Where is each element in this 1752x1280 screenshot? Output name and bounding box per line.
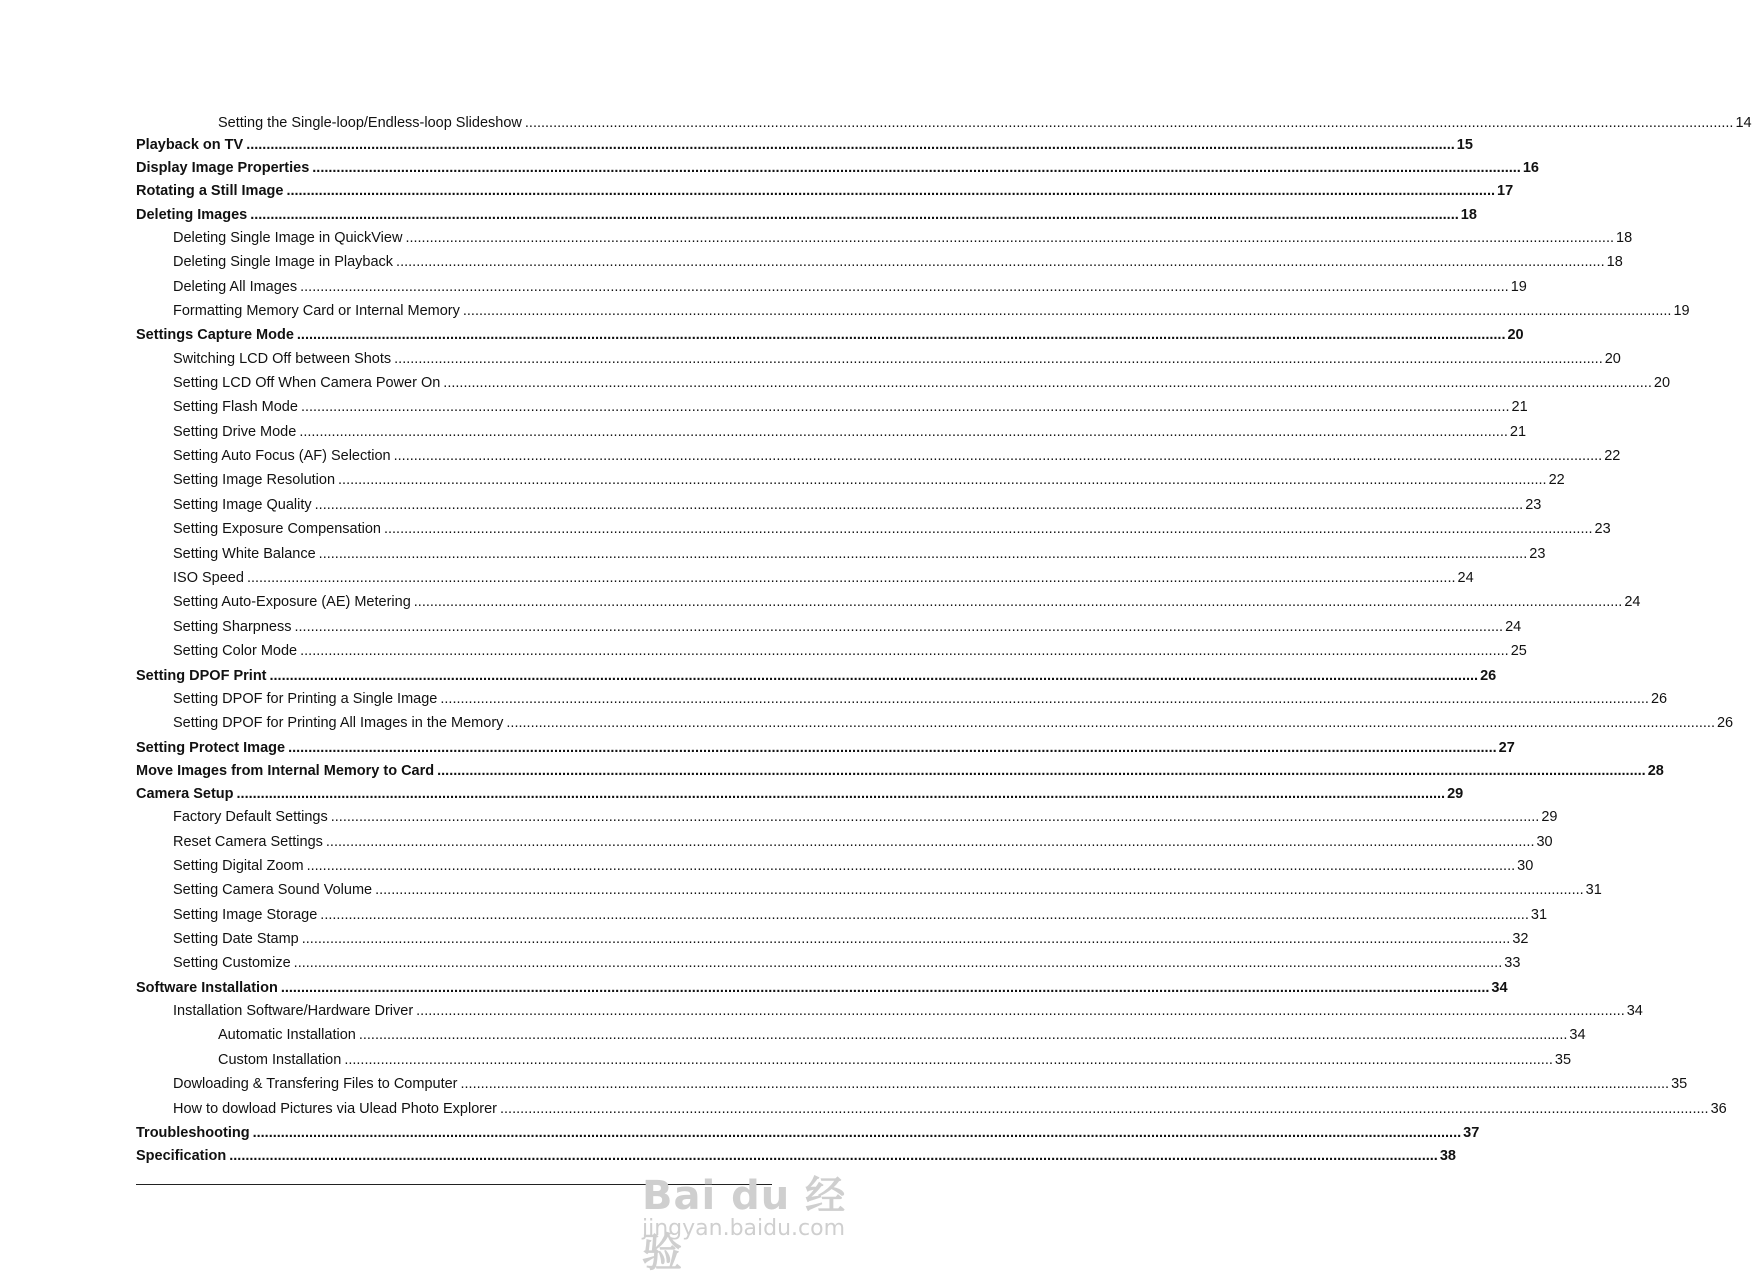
toc-entry-page-number: 36 — [1710, 1100, 1727, 1117]
dot-leader: ............................................................................................................................................................................................................................................................................................................ — [236, 785, 1446, 802]
toc-entry-page-number: 38 — [1439, 1148, 1456, 1165]
toc-entry[interactable] — [136, 738, 1515, 761]
dot-leader: ............................................................................................................................................................................................................................................................................................................ — [500, 1100, 1709, 1117]
toc-entry[interactable] — [136, 929, 1529, 953]
toc-entry[interactable] — [136, 641, 1527, 665]
dot-leader: ............................................................................................................................................................................................................................................................................................................ — [300, 643, 1509, 660]
toc-entry-page-number: 22 — [1604, 448, 1621, 465]
toc-entry[interactable] — [136, 1025, 1586, 1049]
toc-entry[interactable] — [136, 856, 1534, 880]
toc-entry-page-number: 37 — [1463, 1124, 1480, 1141]
toc-entry-title: Setting Digital Zoom — [173, 857, 304, 874]
toc-entry[interactable] — [136, 666, 1497, 689]
dot-leader: ............................................................................................................................................................................................................................................................................................................ — [246, 137, 1455, 153]
toc-entry-title: Setting Image Quality — [173, 496, 312, 513]
dot-leader: ............................................................................................................................................................................................................................................................................................................ — [416, 1003, 1625, 1020]
toc-entry-page-number: 32 — [1512, 931, 1529, 948]
dot-leader: ............................................................................................................................................................................................................................................................................................................ — [296, 327, 1506, 344]
dot-leader: ............................................................................................................................................................................................................................................................................................................ — [318, 545, 1528, 562]
toc-entry-title: Software Installation — [136, 979, 278, 996]
toc-entry[interactable] — [136, 689, 1668, 713]
watermark-url: jingyan.baidu.com — [642, 1216, 846, 1241]
toc-entry-page-number: 35 — [1554, 1051, 1572, 1068]
toc-entry[interactable] — [136, 446, 1621, 470]
toc-entry-page-number: 23 — [1525, 496, 1542, 513]
toc-entry-title: Display Image Properties — [136, 160, 310, 177]
toc-entry[interactable] — [136, 880, 1602, 904]
dot-leader: ............................................................................................................................................................................................................................................................................................................ — [437, 762, 1646, 779]
toc-entry[interactable] — [136, 568, 1474, 592]
toc-entry-page-number: 26 — [1480, 667, 1497, 684]
dot-leader: ............................................................................................................................................................................................................................................................................................................ — [396, 254, 1605, 271]
toc-entry[interactable] — [136, 158, 1539, 181]
dot-leader: ............................................................................................................................................................................................................................................................................................................ — [269, 667, 1479, 684]
toc-entry-title: Setting Image Resolution — [173, 472, 336, 489]
toc-entry-title: Installation Software/Hardware Driver — [173, 1003, 414, 1020]
dot-leader: ............................................................................................................................................................................................................................................................................................................ — [460, 1076, 1670, 1093]
toc-entry-title: Setting the Single-loop/Endless-loop Slideshow — [218, 115, 522, 131]
dot-leader: ............................................................................................................................................................................................................................................................................................................ — [394, 350, 1603, 367]
toc-entry[interactable] — [136, 495, 1542, 519]
dot-leader: ............................................................................................................................................................................................................................................................................................................ — [246, 570, 1456, 587]
dot-leader: ............................................................................................................................................................................................................................................................................................................ — [314, 496, 1524, 513]
toc-entry[interactable] — [136, 953, 1521, 977]
toc-entry[interactable] — [136, 807, 1558, 831]
dot-leader: ............................................................................................................................................................................................................................................................................................................ — [443, 374, 1652, 391]
toc-entry[interactable] — [136, 544, 1546, 568]
dot-leader: ............................................................................................................................................................................................................................................................................................................ — [413, 594, 1623, 611]
toc-entry-page-number: 20 — [1604, 350, 1621, 367]
toc-entry-title: Deleting Single Image in Playback — [173, 254, 394, 271]
dot-leader: ............................................................................................................................................................................................................................................................................................................ — [325, 833, 1535, 850]
toc-entry[interactable] — [136, 1050, 1572, 1074]
toc-entry-title: Setting Camera Sound Volume — [173, 882, 373, 899]
toc-entry-title: Setting Drive Mode — [173, 423, 297, 440]
dot-leader: ............................................................................................................................................................................................................................................................................................................ — [358, 1027, 1568, 1044]
toc-entry-title: ISO Speed — [173, 570, 244, 587]
toc-entry-title: Playback on TV — [136, 137, 244, 153]
toc-entry-title: Setting Auto-Exposure (AE) Metering — [173, 594, 411, 611]
toc-entry-page-number: 26 — [1716, 715, 1734, 732]
toc-entry-title: Specification — [136, 1148, 227, 1165]
dot-leader: ............................................................................................................................................................................................................................................................................................................ — [252, 1124, 1462, 1141]
toc-entry-title: Setting DPOF for Printing All Images in the Memory — [173, 715, 504, 732]
toc-entry-page-number: 29 — [1447, 785, 1464, 802]
toc-entry-page-number: 26 — [1650, 690, 1668, 707]
dot-leader: ............................................................................................................................................................................................................................................................................................................ — [229, 1148, 1438, 1165]
toc-entry[interactable] — [136, 617, 1522, 641]
toc-entry-title: Rotating a Still Image — [136, 183, 284, 200]
toc-entry-title: Setting Date Stamp — [173, 931, 299, 948]
dot-leader: ............................................................................................................................................................................................................................................................................................................ — [294, 618, 1504, 635]
toc-entry-page-number: 30 — [1517, 857, 1534, 874]
toc-entry-page-number: 21 — [1509, 423, 1527, 440]
toc-entry[interactable] — [136, 181, 1514, 204]
toc-entry[interactable] — [136, 1001, 1643, 1025]
toc-entry-page-number: 16 — [1522, 160, 1539, 177]
toc-entry[interactable] — [136, 713, 1734, 737]
toc-entry-page-number: 23 — [1594, 521, 1611, 538]
dot-leader: ............................................................................................................................................................................................................................................................................................................ — [393, 448, 1603, 465]
dot-leader: ............................................................................................................................................................................................................................................................................................................ — [300, 278, 1509, 295]
toc-entry-page-number: 31 — [1530, 906, 1548, 923]
dot-leader: ............................................................................................................................................................................................................................................................................................................ — [280, 979, 1490, 996]
toc-entry-page-number: 22 — [1548, 472, 1565, 489]
toc-entry-page-number: 33 — [1504, 955, 1521, 972]
toc-entry[interactable] — [136, 277, 1527, 301]
toc-entry-title: Setting White Balance — [173, 545, 316, 562]
toc-entry-page-number: 34 — [1569, 1027, 1586, 1044]
toc-entry[interactable] — [136, 761, 1664, 784]
toc-entry[interactable] — [136, 301, 1690, 325]
toc-entry-title: Switching LCD Off between Shots — [173, 350, 392, 367]
toc-entry-page-number: 21 — [1511, 399, 1528, 416]
toc-entry-title: Setting LCD Off When Camera Power On — [173, 374, 441, 391]
toc-entry-page-number: 23 — [1529, 545, 1546, 562]
toc-entry-title: Formatting Memory Card or Internal Memory — [173, 302, 460, 319]
toc-entry-title: Setting Image Storage — [173, 906, 318, 923]
toc-entry-page-number: 18 — [1606, 254, 1623, 271]
toc-entry-title: Troubleshooting — [136, 1124, 250, 1141]
toc-entry[interactable] — [136, 784, 1464, 807]
toc-entry-page-number: 24 — [1457, 570, 1474, 587]
toc-entry-page-number: 14 — [1735, 115, 1752, 131]
toc-entry[interactable] — [136, 832, 1553, 856]
toc-entry[interactable] — [136, 519, 1611, 543]
toc-entry-title: Deleting Images — [136, 206, 248, 223]
toc-entry-page-number: 18 — [1460, 206, 1477, 223]
toc-entry-page-number: 31 — [1585, 882, 1602, 899]
toc-entry[interactable] — [136, 135, 1473, 158]
dot-leader: ............................................................................................................................................................................................................................................................................................................ — [320, 906, 1529, 923]
dot-leader: ............................................................................................................................................................................................................................................................................................................ — [330, 809, 1540, 826]
toc-entry-page-number: 24 — [1505, 618, 1522, 635]
dot-leader: ............................................................................................................................................................................................................................................................................................................ — [286, 183, 1496, 200]
toc-entry[interactable] — [136, 978, 1508, 1001]
toc-entry[interactable] — [136, 325, 1524, 348]
toc-entry-title: Setting Exposure Compensation — [173, 521, 381, 538]
table-of-contents — [136, 113, 1752, 1169]
dot-leader: ............................................................................................................................................................................................................................................................................................................ — [293, 955, 1503, 972]
dot-leader: ............................................................................................................................................................................................................................................................................................................ — [300, 399, 1510, 416]
toc-entry[interactable] — [136, 592, 1641, 616]
toc-entry[interactable] — [136, 373, 1671, 397]
dot-leader: ............................................................................................................................................................................................................................................................................................................ — [462, 302, 1672, 319]
toc-entry-title: Custom Installation — [218, 1051, 342, 1068]
toc-entry-page-number: 29 — [1541, 809, 1558, 826]
toc-entry[interactable] — [136, 349, 1621, 373]
toc-entry-page-number: 34 — [1491, 979, 1508, 996]
toc-entry-title: Setting Color Mode — [173, 643, 298, 660]
dot-leader: ............................................................................................................................................................................................................................................................................................................ — [440, 690, 1649, 707]
dot-leader: ............................................................................................................................................................................................................................................................................................................ — [383, 521, 1593, 538]
dot-leader: ............................................................................................................................................................................................................................................................................................................ — [375, 882, 1584, 899]
toc-entry-title: Dowloading & Transfering Files to Computer — [173, 1076, 458, 1093]
toc-entry[interactable] — [136, 905, 1548, 929]
toc-entry-page-number: 35 — [1671, 1076, 1688, 1093]
toc-entry-page-number: 15 — [1456, 137, 1473, 153]
toc-entry-page-number: 34 — [1626, 1003, 1643, 1020]
dot-leader: ............................................................................................................................................................................................................................................................................................................ — [344, 1051, 1553, 1068]
dot-leader: ............................................................................................................................................................................................................................................................................................................ — [301, 931, 1511, 948]
toc-entry[interactable] — [136, 470, 1565, 494]
dot-leader: ............................................................................................................................................................................................................................................................................................................ — [506, 715, 1715, 732]
toc-entry-page-number: 25 — [1510, 643, 1527, 660]
toc-entry-title: Setting Customize — [173, 955, 291, 972]
toc-entry-title: Setting Sharpness — [173, 618, 292, 635]
toc-entry-page-number: 18 — [1616, 229, 1633, 246]
toc-entry[interactable] — [136, 113, 1752, 135]
toc-entry-page-number: 19 — [1510, 278, 1527, 295]
toc-entry-title: Deleting Single Image in QuickView — [173, 229, 403, 246]
toc-entry-page-number: 27 — [1498, 739, 1515, 756]
toc-entry-title: Setting Flash Mode — [173, 399, 298, 416]
dot-leader: ............................................................................................................................................................................................................................................................................................................ — [250, 206, 1459, 223]
toc-entry[interactable] — [136, 205, 1477, 228]
toc-entry-title: Camera Setup — [136, 785, 234, 802]
toc-entry-title: Setting Protect Image — [136, 739, 286, 756]
dot-leader: ............................................................................................................................................................................................................................................................................................................ — [312, 160, 1521, 177]
toc-entry[interactable] — [136, 1074, 1688, 1098]
watermark-logo: Bai du 经验 — [642, 1173, 847, 1276]
dot-leader: ............................................................................................................................................................................................................................................................................................................ — [306, 857, 1516, 874]
toc-entry-page-number: 19 — [1673, 302, 1690, 319]
toc-entry-title: Settings Capture Mode — [136, 327, 294, 344]
toc-entry-title: Setting Auto Focus (AF) Selection — [173, 448, 391, 465]
toc-entry-title: Setting DPOF Print — [136, 667, 267, 684]
toc-entry-title: Move Images from Internal Memory to Card — [136, 762, 435, 779]
dot-leader: ............................................................................................................................................................................................................................................................................................................ — [338, 472, 1547, 489]
toc-entry-title: Setting DPOF for Printing a Single Image — [173, 690, 438, 707]
dot-leader: ............................................................................................................................................................................................................................................................................................................ — [405, 229, 1615, 246]
toc-entry[interactable] — [136, 1123, 1480, 1146]
dot-leader: ............................................................................................................................................................................................................................................................................................................ — [288, 739, 1497, 756]
toc-entry-title: Automatic Installation — [218, 1027, 356, 1044]
toc-entry[interactable] — [136, 252, 1623, 276]
toc-entry[interactable] — [136, 422, 1527, 446]
toc-entry-title: Factory Default Settings — [173, 809, 328, 826]
toc-entry-title: Deleting All Images — [173, 278, 298, 295]
toc-entry-page-number: 17 — [1497, 183, 1514, 200]
toc-entry-page-number: 20 — [1507, 327, 1524, 344]
toc-entry-page-number: 20 — [1653, 374, 1671, 391]
toc-entry-page-number: 24 — [1624, 594, 1641, 611]
dot-leader: ............................................................................................................................................................................................................................................................................................................ — [299, 423, 1508, 440]
baidu-watermark — [640, 1160, 860, 1276]
toc-entry[interactable] — [136, 1099, 1727, 1123]
toc-entry-page-number: 30 — [1536, 833, 1553, 850]
dot-leader: ............................................................................................................................................................................................................................................................................................................ — [524, 115, 1734, 131]
toc-entry[interactable] — [136, 228, 1633, 252]
toc-entry-page-number: 28 — [1647, 762, 1664, 779]
toc-entry-title: How to dowload Pictures via Ulead Photo Explorer — [173, 1100, 497, 1117]
toc-entry-title: Reset Camera Settings — [173, 833, 323, 850]
toc-entry[interactable] — [136, 397, 1528, 421]
